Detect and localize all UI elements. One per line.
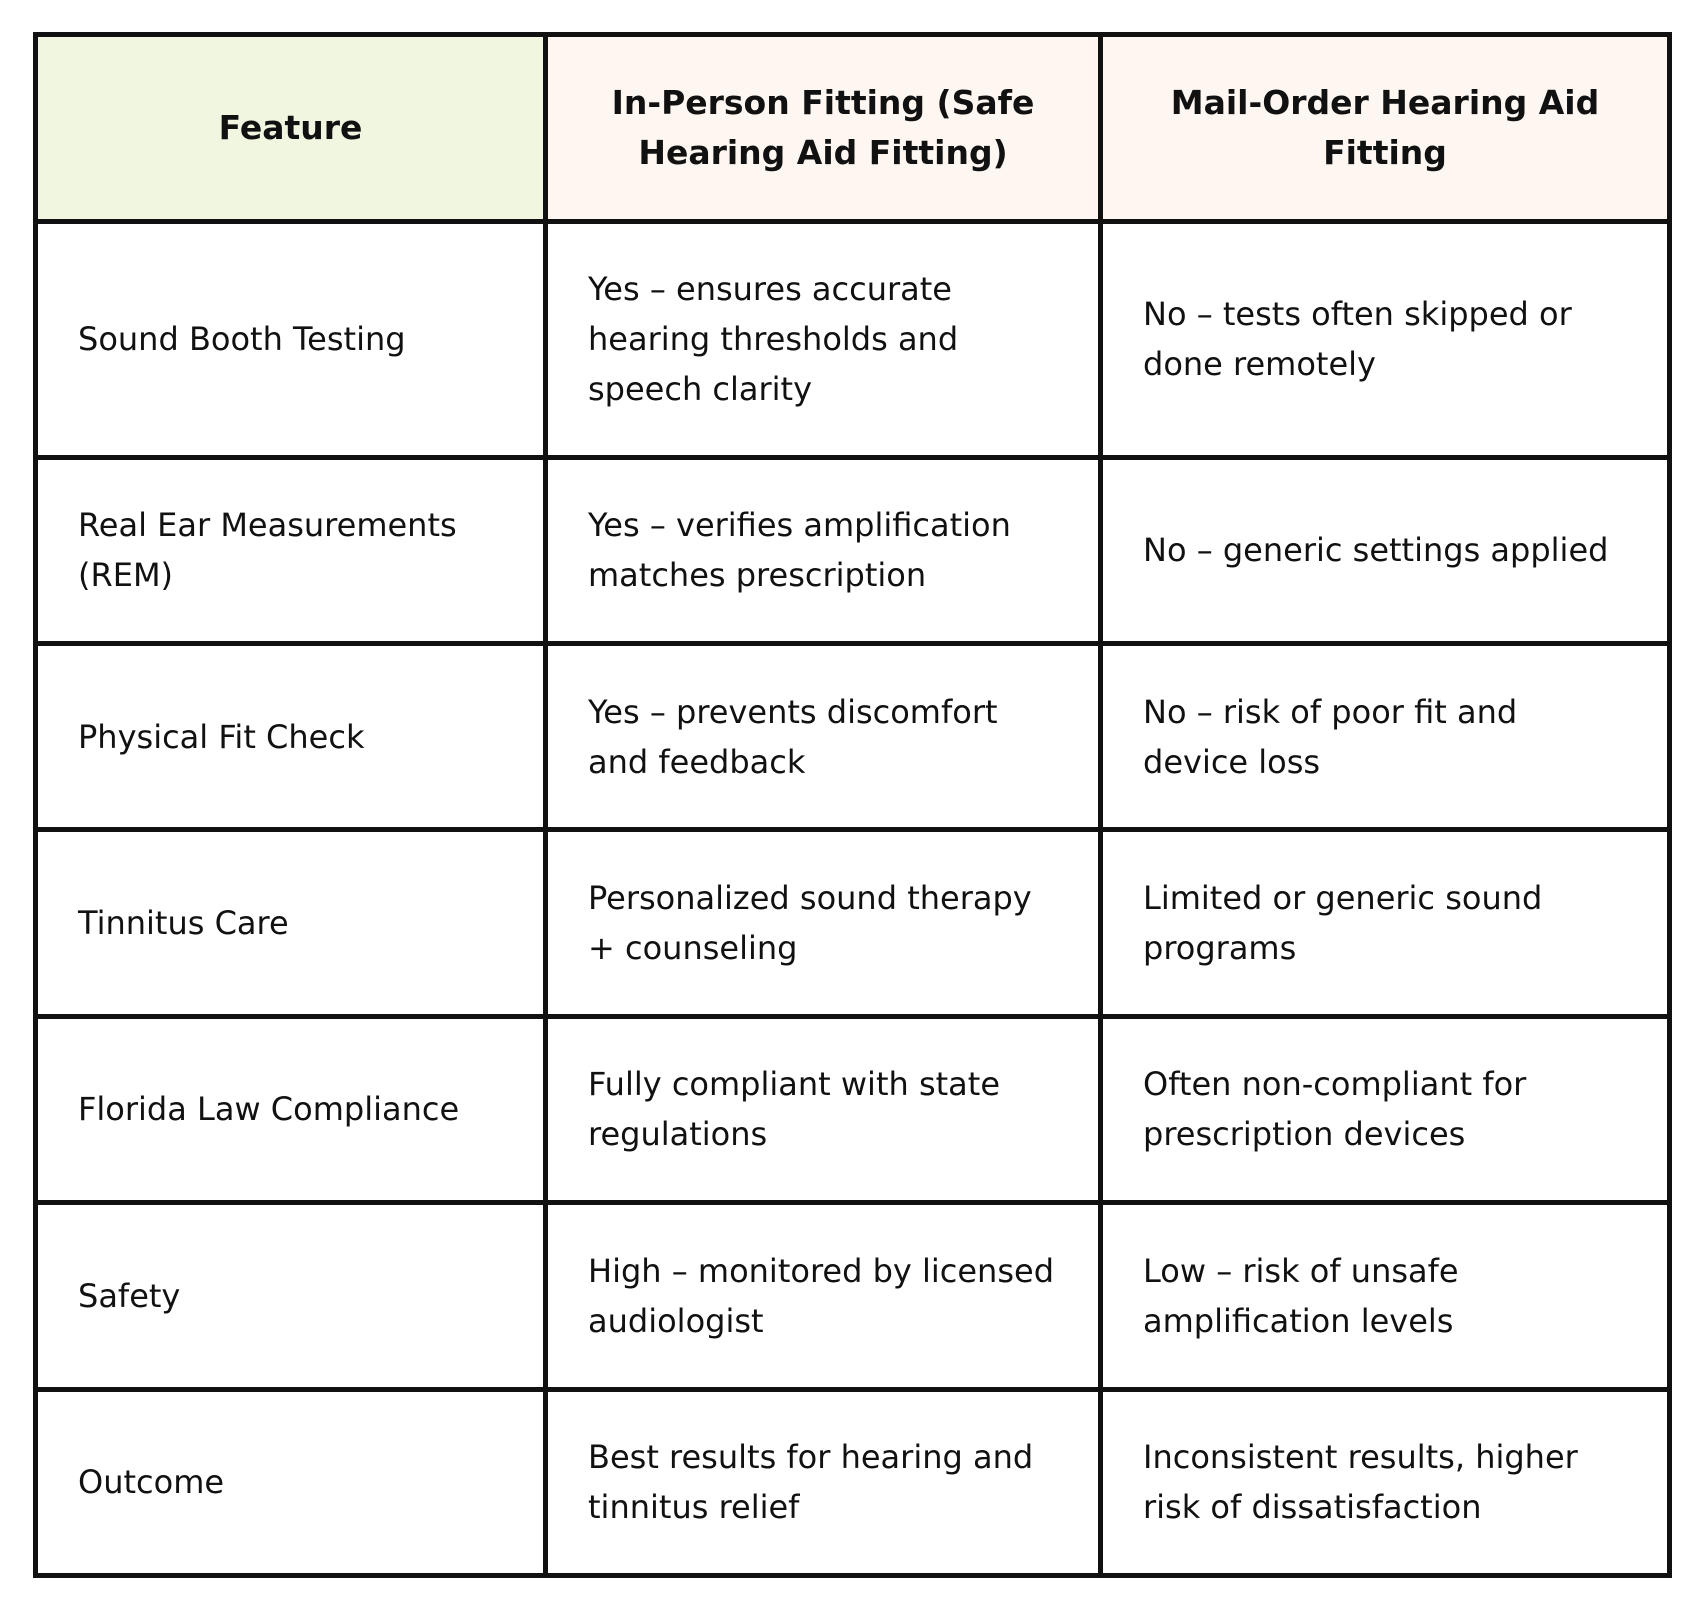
- table-body: [36, 222, 1670, 1576]
- table-row: [36, 457, 1670, 643]
- table-row: [36, 1389, 1670, 1575]
- mail-order-cell: No – risk of poor fit and device loss: [1101, 643, 1670, 829]
- in-person-cell: Personalized sound therapy + counseling: [546, 830, 1101, 1016]
- header-row: [36, 35, 1670, 222]
- feature-cell: Outcome: [36, 1389, 546, 1575]
- feature-cell: Florida Law Compliance: [36, 1016, 546, 1202]
- in-person-cell: High – monitored by licensed audiologist: [546, 1203, 1101, 1389]
- feature-cell: Tinnitus Care: [36, 830, 546, 1016]
- in-person-cell: Yes – ensures accurate hearing thresholds and speech clarity: [546, 222, 1101, 458]
- comparison-table-container: [33, 32, 1667, 1578]
- comparison-table: [33, 32, 1672, 1578]
- mail-order-cell: Inconsistent results, higher risk of dissatisfaction: [1101, 1389, 1670, 1575]
- column-header-mail-order: Mail-Order Hearing Aid Fitting: [1101, 35, 1670, 222]
- table-row: [36, 830, 1670, 1016]
- feature-cell: Real Ear Measurements (REM): [36, 457, 546, 643]
- in-person-cell: Best results for hearing and tinnitus relief: [546, 1389, 1101, 1575]
- table-row: [36, 222, 1670, 458]
- mail-order-cell: No – generic settings applied: [1101, 457, 1670, 643]
- feature-cell: Physical Fit Check: [36, 643, 546, 829]
- table-header: [36, 35, 1670, 222]
- table-row: [36, 643, 1670, 829]
- in-person-cell: Fully compliant with state regulations: [546, 1016, 1101, 1202]
- in-person-cell: Yes – verifies amplification matches prescription: [546, 457, 1101, 643]
- mail-order-cell: Often non-compliant for prescription devices: [1101, 1016, 1670, 1202]
- mail-order-cell: Low – risk of unsafe amplification levels: [1101, 1203, 1670, 1389]
- mail-order-cell: Limited or generic sound programs: [1101, 830, 1670, 1016]
- table-row: [36, 1203, 1670, 1389]
- column-header-in-person: In-Person Fitting (Safe Hearing Aid Fitting): [546, 35, 1101, 222]
- feature-cell: Sound Booth Testing: [36, 222, 546, 458]
- column-header-feature: Feature: [36, 35, 546, 222]
- table-row: [36, 1016, 1670, 1202]
- feature-cell: Safety: [36, 1203, 546, 1389]
- mail-order-cell: No – tests often skipped or done remotely: [1101, 222, 1670, 458]
- in-person-cell: Yes – prevents discomfort and feedback: [546, 643, 1101, 829]
